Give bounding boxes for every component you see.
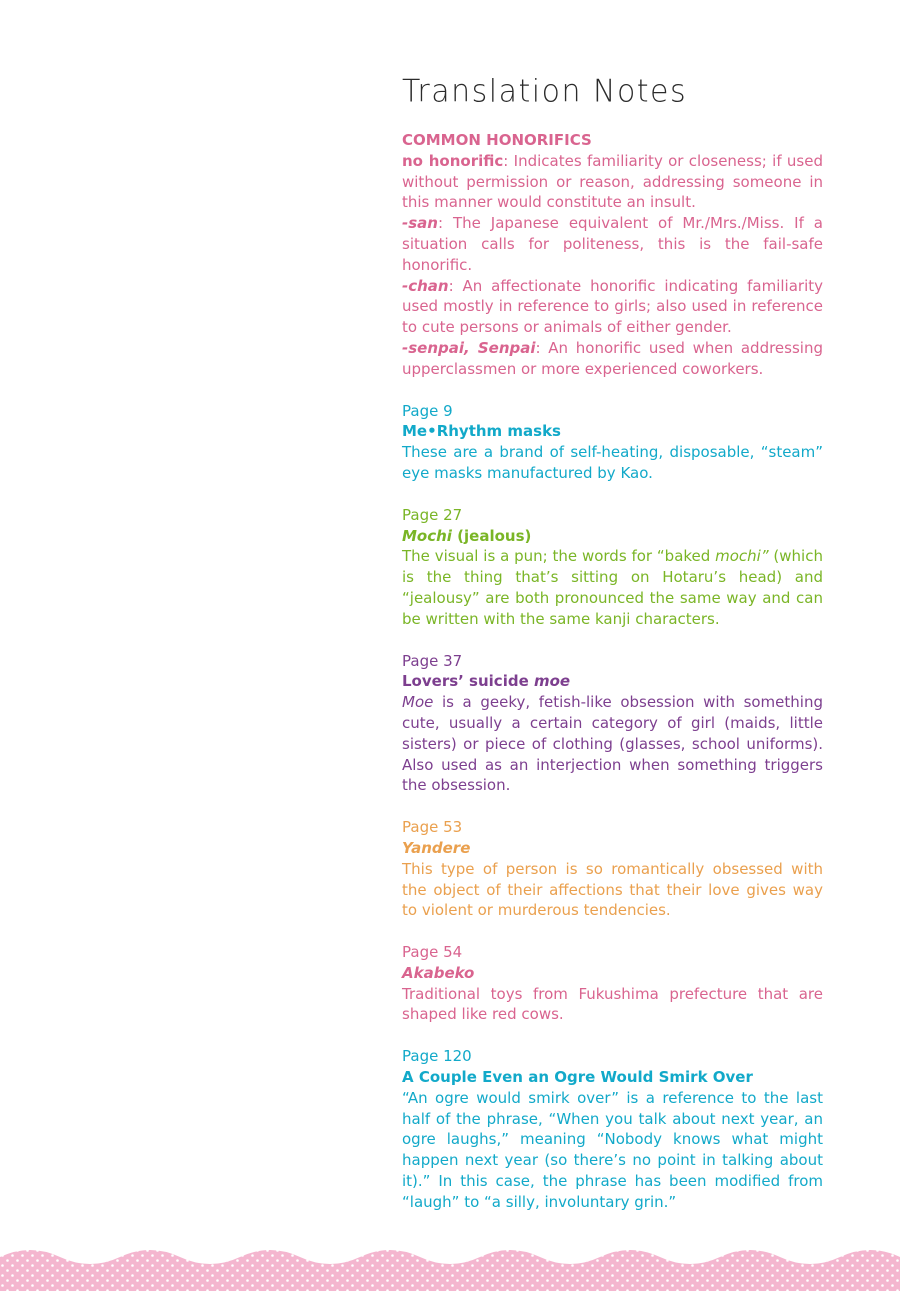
note-body [402,546,823,629]
note-heading: Yandere [402,838,471,857]
note-body-text: (which is the thing that’s sitting on Hotaru’s head) and “jealousy” are both pronounced the same way and can be written with the same kanji characters. [402,547,823,628]
note-body-text: The visual is a pun; the words for “baked [402,547,716,566]
honorific-definition: : The Japanese equivalent of Mr./Mrs./Miss. If a situation calls for politeness, this is the fail-safe honorific. [402,214,823,274]
note-page-number: Page 9 [402,401,453,420]
note-page-37 [402,651,823,797]
note-body: These are a brand of self-heating, disposable, “steam” eye masks manufactured by Kao. [402,443,823,482]
note-page-number: Page 27 [402,505,463,524]
honorific-term: -san [402,214,438,233]
note-page-number: Page 54 [402,943,463,962]
note-heading: Akabeko [402,963,475,982]
note-body-italic: Moe [402,693,434,712]
page-title: Translation Notes [402,73,688,110]
honorific-definition: : An honorific used when addressing upperclassmen or more experienced coworkers. [402,338,823,378]
scalloped-border-graphic [0,1243,900,1291]
honorific-definition: : Indicates familiarity or closeness; if used without permission or reason, addressing someone in this manner would constitute an insult. [402,151,823,212]
note-page-54 [402,942,823,1025]
note-heading [402,526,823,547]
honorifics-heading: COMMON HONORIFICS [402,131,592,149]
note-body-italic: mochi” [715,547,769,566]
honorific-term: no honorific [402,151,504,170]
honorifics-section [402,130,823,380]
note-heading-text: (jealous) [451,526,532,545]
honorific-term: -senpai, Senpai [402,338,536,357]
note-page-number: Page 120 [402,1047,472,1066]
note-page-number: Page 37 [402,651,463,670]
honorific-entry [402,338,823,380]
honorific-entry [402,151,823,213]
honorific-definition: : An affectionate honorific indicating familiarity used mostly in reference to girls; also used in reference to cute persons or animals of either gender. [402,276,823,337]
note-body [402,692,823,796]
note-heading-text: Lovers’ suicide [402,672,534,691]
note-heading [402,671,823,692]
note-heading: A Couple Even an Ogre Would Smirk Over [402,1068,753,1087]
note-heading-italic: Mochi [402,526,452,545]
note-page-number: Page 53 [402,818,463,837]
note-page-120 [402,1046,823,1212]
note-body: Traditional toys from Fukushima prefecture that are shaped like red cows. [402,984,823,1024]
note-body: This type of person is so romantically obsessed with the object of their affections that their love gives way to violent or murderous tendencies. [402,859,823,920]
note-page-9 [402,401,823,484]
note-heading-italic: moe [533,672,571,691]
note-body: “An ogre would smirk over” is a reference to the last half of the phrase, “When you talk about next year, an ogre laughs,” meaning “Nobody knows what might happen next year (so there’s no point in talking about it).” In this case, the phrase has been modified from “laugh” to “a silly, involuntary grin.” [402,1088,823,1211]
translation-notes [402,130,823,1213]
honorific-term: -chan [402,276,449,295]
honorific-entry [402,213,823,275]
honorific-entry [402,276,823,338]
note-page-27 [402,505,823,630]
note-heading: Me•Rhythm masks [402,422,561,441]
note-page-53 [402,817,823,921]
note-body-text: is a geeky, fetish-like obsession with something cute, usually a certain category of girl (maids, little sisters) or piece of clothing (glasses, school uniforms). Also used as an interjection when something triggers the obsession. [402,693,823,795]
polka-dot-border [0,1243,900,1291]
